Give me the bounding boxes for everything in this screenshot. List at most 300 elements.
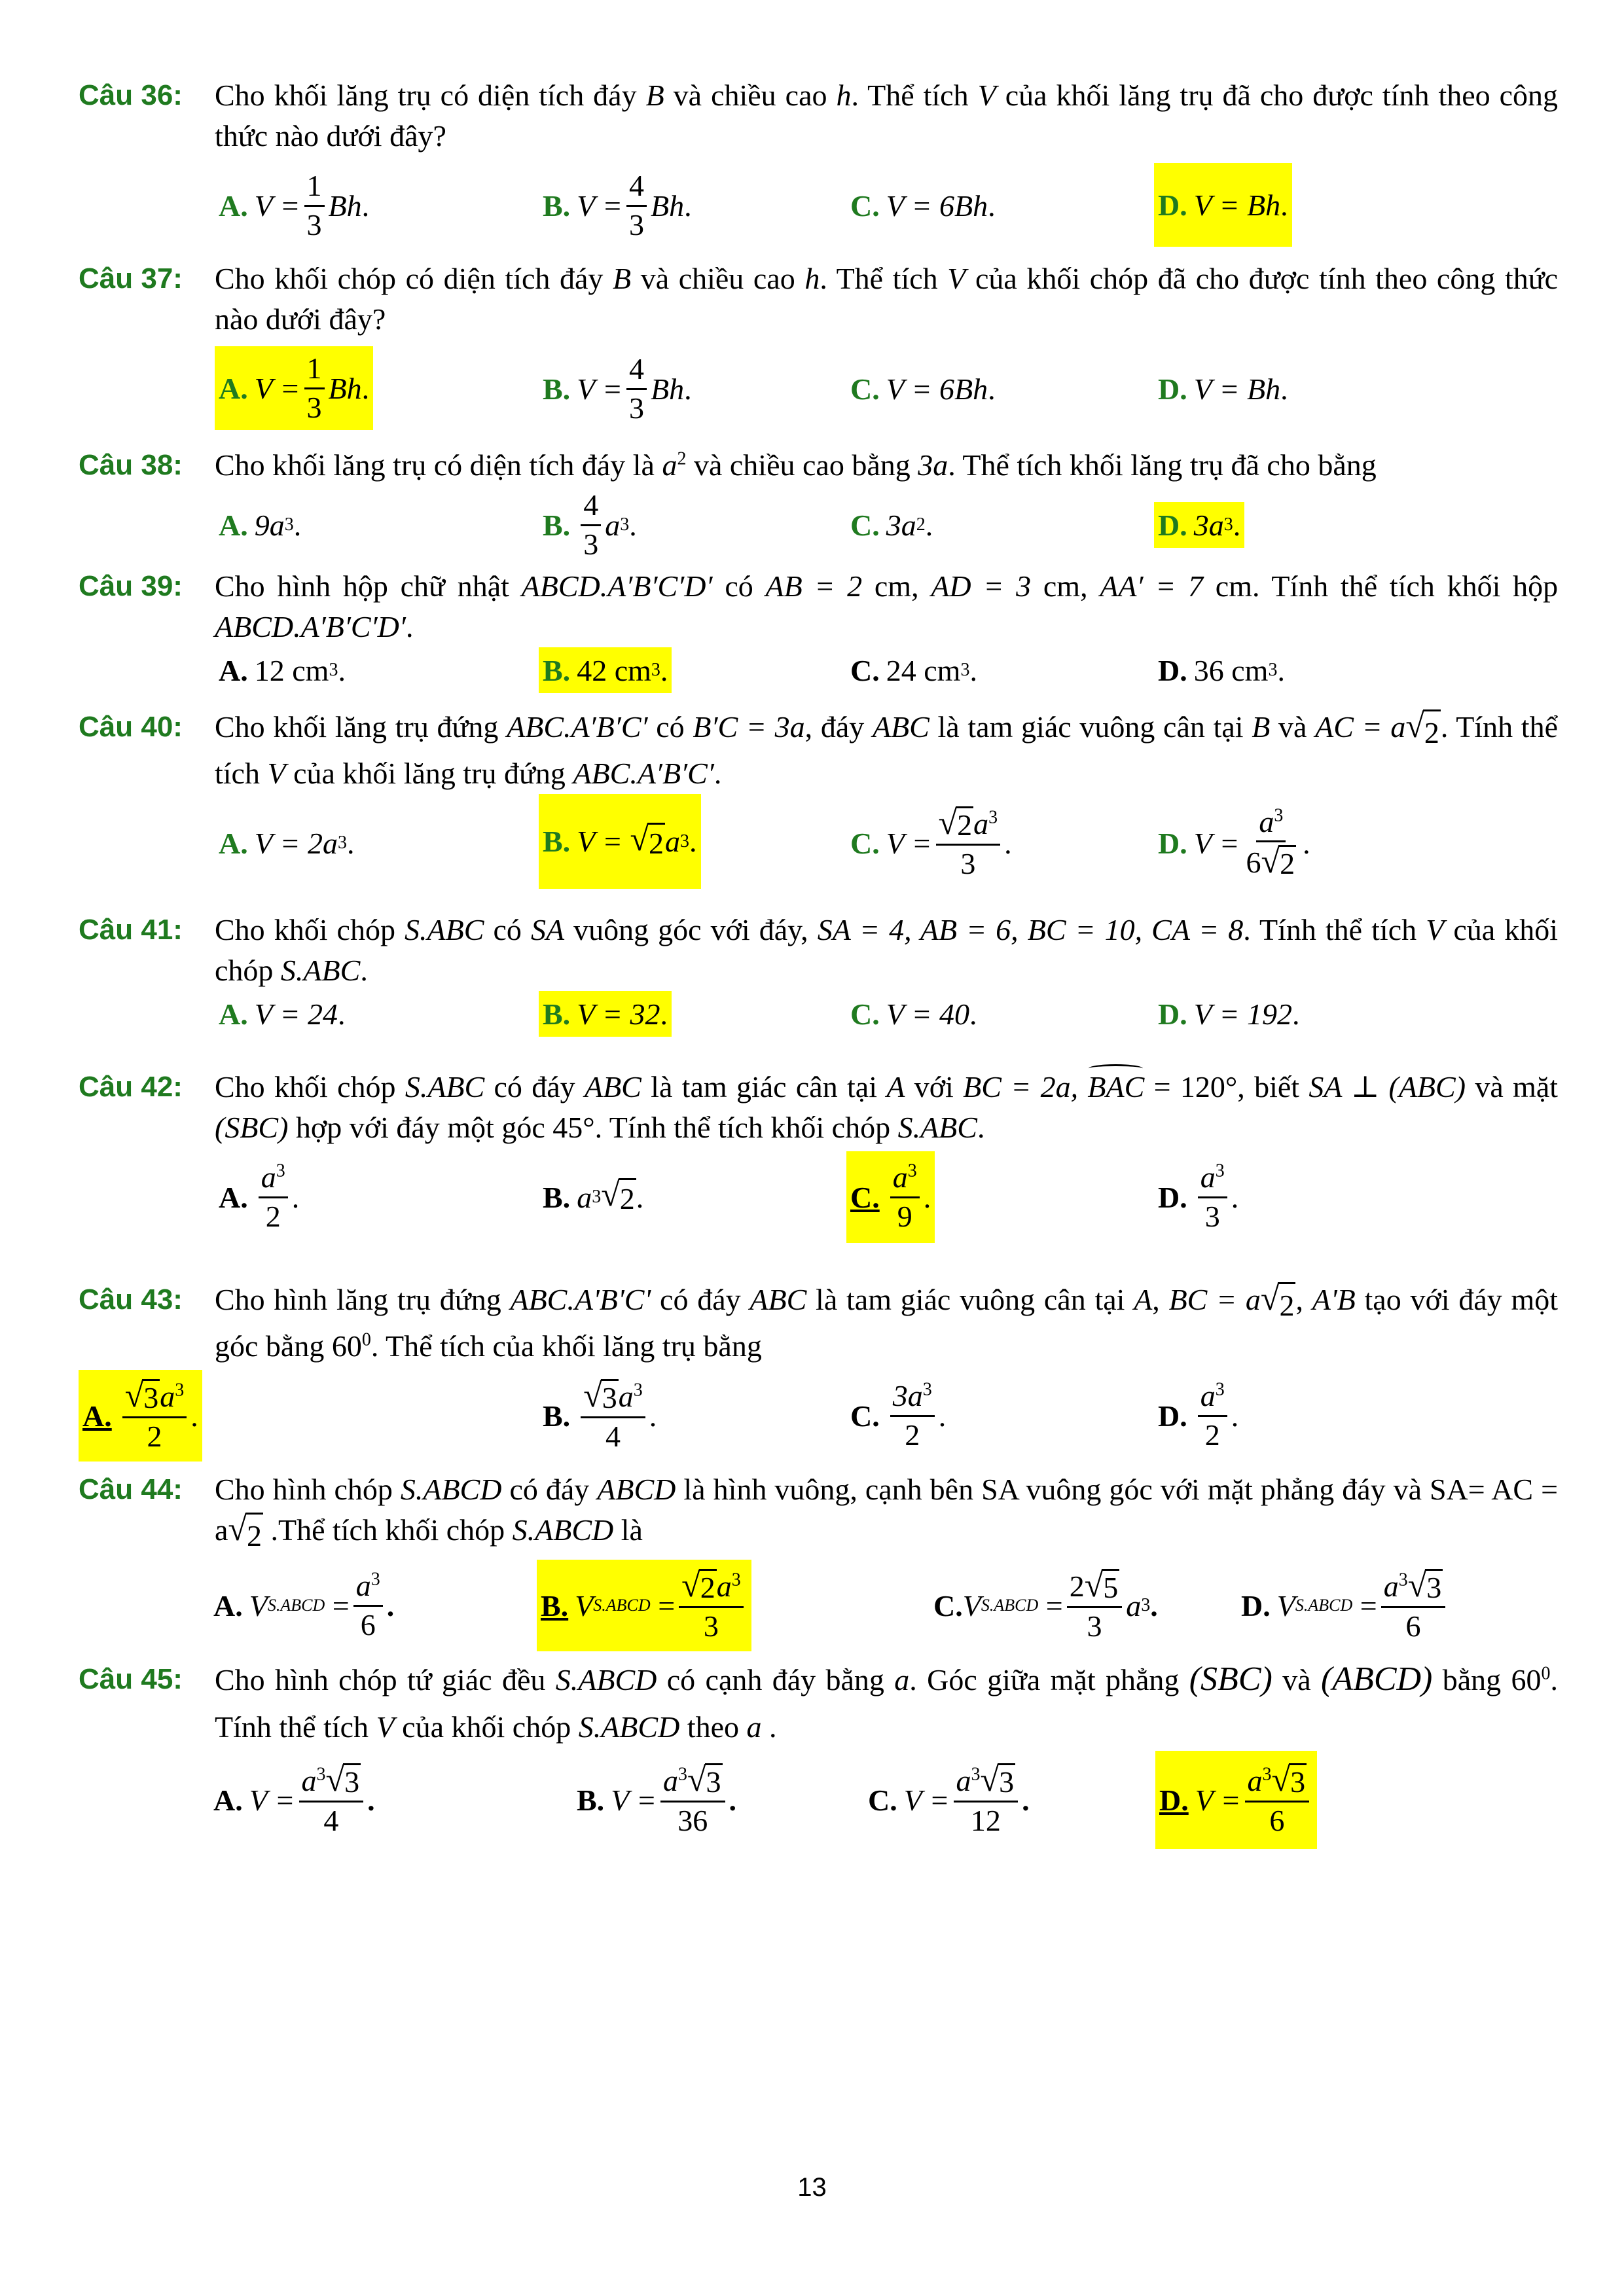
math: a bbox=[956, 1763, 971, 1797]
question-text: và chiều cao bbox=[640, 262, 795, 295]
fraction bbox=[1244, 806, 1299, 880]
question-label: Câu 43: bbox=[79, 1283, 183, 1316]
math: = 120° bbox=[1153, 1070, 1238, 1103]
option-letter: B. bbox=[543, 1180, 571, 1214]
radicand: 2 bbox=[619, 1178, 636, 1216]
math: 6 bbox=[1246, 846, 1261, 879]
value: 24 bbox=[886, 653, 916, 687]
math: V bbox=[376, 1710, 395, 1744]
math: V bbox=[575, 1588, 594, 1623]
math: AB = 2 bbox=[765, 569, 863, 603]
option-b[interactable] bbox=[539, 340, 696, 438]
math: a bbox=[1247, 1763, 1263, 1797]
question-text: theo bbox=[687, 1710, 740, 1744]
option-c[interactable] bbox=[846, 794, 1016, 892]
math: = bbox=[1360, 1588, 1377, 1623]
question-38 bbox=[79, 445, 1558, 566]
option-d[interactable] bbox=[1154, 340, 1292, 438]
option-letter: A. bbox=[82, 1399, 112, 1433]
numerator bbox=[353, 1570, 383, 1606]
value: 42 bbox=[577, 653, 607, 687]
denominator: 3 bbox=[1204, 1199, 1220, 1233]
option-b[interactable]: B. a 3 √ 2 . bbox=[543, 1176, 644, 1215]
math: (SBC) bbox=[1189, 1660, 1272, 1698]
math: ABC bbox=[584, 1070, 641, 1103]
math: 3a bbox=[1193, 508, 1224, 542]
option-letter: B. bbox=[543, 825, 571, 858]
math: a bbox=[716, 1569, 732, 1603]
math-var: 3a bbox=[918, 448, 948, 482]
math: Bh bbox=[651, 372, 685, 406]
option-letter: C. bbox=[850, 372, 880, 406]
option-b-correct[interactable]: B. V = √ 2 a 3 . bbox=[539, 794, 701, 889]
question-text: .Thể tích khối chóp bbox=[270, 1513, 505, 1547]
option-c[interactable] bbox=[864, 1751, 1034, 1849]
math: AC = a bbox=[1315, 710, 1406, 744]
option-c[interactable] bbox=[846, 1367, 950, 1465]
numerator bbox=[1198, 1380, 1227, 1416]
denominator: 2 bbox=[147, 1420, 162, 1453]
unit: cm bbox=[924, 653, 961, 687]
exponent: 3 bbox=[731, 1570, 741, 1590]
denominator: 3 bbox=[1087, 1609, 1102, 1643]
math: a bbox=[1383, 1569, 1399, 1603]
numerator bbox=[259, 1162, 288, 1198]
option-letter: D. bbox=[1158, 1399, 1187, 1433]
math-var: V bbox=[977, 79, 996, 112]
math: = bbox=[658, 1588, 676, 1623]
question-42-text bbox=[79, 1067, 1558, 1148]
exponent: 3 bbox=[370, 1569, 380, 1590]
exponent: 3 bbox=[276, 1160, 285, 1181]
fraction bbox=[660, 1763, 725, 1837]
punct: . bbox=[969, 653, 977, 687]
math: a bbox=[894, 1663, 910, 1696]
question-text: Cho khối chóp bbox=[215, 1070, 396, 1103]
option-d[interactable] bbox=[1154, 1148, 1242, 1246]
radicand: 2 bbox=[956, 806, 973, 841]
question-label: Câu 39: bbox=[79, 570, 183, 602]
page-number: 13 bbox=[797, 2173, 827, 2202]
math: ABC.A′B′C′ bbox=[507, 710, 648, 744]
sqrt: √ 2 bbox=[601, 1176, 635, 1215]
option-b-correct[interactable]: B. 42 cm 3 . bbox=[539, 647, 672, 693]
math: V = bbox=[577, 372, 623, 406]
math: AA′ = 7 bbox=[1100, 569, 1204, 603]
question-36-text bbox=[79, 75, 1558, 156]
math: V = 6Bh bbox=[886, 188, 988, 223]
question-text: Cho hình chóp bbox=[215, 1473, 393, 1506]
exponent: 2 bbox=[677, 448, 687, 469]
denominator: 3 bbox=[703, 1609, 719, 1643]
option-letter: B. bbox=[543, 653, 571, 687]
option-b[interactable]: B. $\frac{4}{3}$ a 3 . bbox=[543, 488, 637, 561]
option-c[interactable] bbox=[846, 340, 1000, 438]
math: a bbox=[1200, 1379, 1216, 1413]
question-text: Cho khối lăng trụ có diện tích đáy bbox=[215, 79, 637, 112]
options bbox=[209, 1751, 1558, 1849]
math: SA ⊥ (ABC) bbox=[1308, 1070, 1466, 1103]
exponent: 3 bbox=[971, 1764, 981, 1785]
radicand: 3 bbox=[142, 1379, 160, 1414]
math: B′C = 3a bbox=[693, 710, 805, 744]
options bbox=[215, 340, 1558, 438]
options bbox=[215, 794, 1558, 892]
math: 60 bbox=[1511, 1663, 1542, 1696]
math: V = Bh bbox=[1193, 188, 1281, 222]
denominator: 6 bbox=[1405, 1609, 1421, 1643]
punct: . bbox=[1231, 1180, 1239, 1214]
option-letter: D. bbox=[1158, 826, 1187, 860]
math: a bbox=[663, 1763, 678, 1797]
math: S.ABC bbox=[897, 1111, 977, 1144]
punct: . bbox=[1004, 826, 1012, 860]
math: ABCD bbox=[597, 1473, 676, 1506]
math: A'B bbox=[1312, 1283, 1356, 1316]
punct: . bbox=[729, 1783, 737, 1817]
option-letter: D. bbox=[1158, 188, 1187, 222]
options bbox=[215, 991, 1558, 1043]
math: Bh bbox=[328, 188, 362, 223]
option-c[interactable] bbox=[846, 991, 981, 1037]
numerator: $a^3$ √ 3 bbox=[954, 1763, 1019, 1803]
option-letter: B. bbox=[543, 997, 571, 1031]
unit: cm bbox=[292, 653, 329, 687]
denominator: 2 bbox=[265, 1199, 281, 1233]
denominator: 6 bbox=[360, 1607, 376, 1641]
question-43 bbox=[79, 1280, 1558, 1469]
math: ABCD.A′B′C′D′ bbox=[521, 569, 713, 603]
fraction bbox=[1067, 1566, 1123, 1643]
question-text: và bbox=[1282, 1663, 1311, 1696]
exponent: 3 bbox=[1215, 1379, 1225, 1400]
fraction bbox=[954, 1763, 1019, 1837]
math-var: a bbox=[662, 448, 677, 482]
punct: . bbox=[713, 757, 722, 790]
question-text: tạo với đáy một góc bằng bbox=[215, 1283, 1559, 1363]
option-a[interactable] bbox=[215, 156, 373, 255]
question-text: Cho khối lăng trụ đứng bbox=[215, 710, 499, 744]
denominator: 9 bbox=[897, 1199, 912, 1233]
math: = bbox=[332, 1588, 350, 1623]
option-b-correct[interactable] bbox=[539, 991, 672, 1037]
math: V = 32 bbox=[577, 997, 660, 1031]
punct: . bbox=[938, 1399, 947, 1433]
unit: cm bbox=[874, 569, 912, 603]
denominator: 12 bbox=[970, 1804, 1001, 1837]
denominator: 3 bbox=[306, 207, 322, 242]
punct: . bbox=[360, 954, 368, 987]
unit: cm bbox=[1043, 569, 1081, 603]
question-43-text: Câu 43: Cho hình lăng trụ đứng ABC.A'B'C' có đáy ABC là tam giác vuông cân tại A, BC = a √ 2 , A'B tạo với đáy một góc bằng $60^0$. Thể tích của khối lăng trụ bằng bbox=[79, 1280, 1559, 1363]
math: S.ABC bbox=[405, 913, 484, 946]
numerator: 4 bbox=[581, 490, 601, 526]
fraction bbox=[890, 1162, 920, 1232]
question-text: và mặt bbox=[1475, 1070, 1559, 1103]
denominator: 4 bbox=[605, 1420, 621, 1453]
math: V = 40 bbox=[886, 997, 970, 1031]
math: V = 192 bbox=[1193, 997, 1293, 1031]
exponent: 3 bbox=[678, 1764, 687, 1785]
fraction bbox=[581, 490, 601, 560]
question-37-text bbox=[79, 259, 1558, 340]
math-var: h bbox=[804, 262, 820, 295]
exponent: 3 bbox=[907, 1160, 917, 1181]
punct: . bbox=[367, 1783, 375, 1817]
option-a[interactable]: A. 12 cm 3 . bbox=[219, 653, 346, 687]
question-text: bằng bbox=[1442, 1663, 1502, 1696]
question-label: Câu 44: bbox=[79, 1473, 183, 1505]
radicand: 5 bbox=[1102, 1569, 1119, 1604]
numerator: 4 bbox=[626, 353, 647, 389]
numerator: √ 3 $a^3$ bbox=[581, 1379, 645, 1418]
angle-hat: BAC bbox=[1087, 1067, 1144, 1107]
option-letter: D. bbox=[1158, 997, 1187, 1031]
math: 60 bbox=[331, 1329, 362, 1363]
question-text: Cho khối chóp bbox=[215, 913, 395, 946]
option-b[interactable] bbox=[539, 156, 696, 255]
math: ABCD.A′B′C′D′ bbox=[215, 610, 406, 643]
unit: cm bbox=[1231, 653, 1269, 687]
question-42 bbox=[79, 1067, 1558, 1280]
punct: . bbox=[1022, 1783, 1030, 1817]
math: a bbox=[605, 508, 621, 542]
option-a-correct[interactable] bbox=[79, 1370, 202, 1462]
fraction bbox=[1381, 1566, 1446, 1643]
question-text: . Thể tích bbox=[820, 262, 938, 295]
option-letter: D. bbox=[1241, 1588, 1271, 1623]
numerator: $a^3$ √ 3 bbox=[1245, 1763, 1310, 1803]
question-text: có bbox=[656, 710, 685, 744]
denominator: 3 bbox=[306, 390, 322, 424]
option-d[interactable] bbox=[1154, 794, 1314, 892]
option-d[interactable] bbox=[1154, 1367, 1242, 1465]
math: V bbox=[267, 757, 286, 790]
math: S.ABC bbox=[280, 954, 361, 987]
question-text: . Tính thể tích bbox=[215, 1663, 1559, 1744]
question-text: của khối chóp bbox=[215, 913, 1559, 987]
fraction bbox=[353, 1570, 383, 1641]
option-a[interactable]: A. V S.ABCD = $\frac{a^3}{6}$ . bbox=[213, 1569, 395, 1641]
math: V bbox=[249, 1588, 268, 1623]
math: S.ABCD bbox=[400, 1473, 502, 1506]
option-letter: B. bbox=[577, 1783, 605, 1817]
math: a bbox=[892, 1160, 908, 1194]
punct: . bbox=[361, 188, 370, 223]
option-c[interactable]: C. V S.ABCD = 2 √ 5 3 a 3 . bbox=[933, 1566, 1158, 1643]
unit: cm bbox=[614, 653, 651, 687]
fraction bbox=[679, 1566, 744, 1643]
option-letter: C. bbox=[850, 826, 880, 860]
numerator: $a^3$ √ 3 bbox=[660, 1763, 725, 1803]
question-label: Câu 37: bbox=[79, 262, 183, 295]
math: V = bbox=[1195, 1783, 1241, 1817]
radicand: 2 bbox=[245, 1513, 263, 1556]
punct: . bbox=[1280, 188, 1288, 222]
option-a[interactable]: A. V = 2a 3 . bbox=[219, 826, 355, 860]
fraction bbox=[304, 353, 325, 423]
page bbox=[79, 75, 1558, 1852]
question-text: là hình vuông, cạnh bên SA vuông góc với mặt phẳng đáy và SA= AC = a bbox=[215, 1473, 1559, 1547]
math: Bh bbox=[328, 371, 362, 405]
math: a bbox=[261, 1160, 276, 1194]
numerator bbox=[1198, 1162, 1227, 1198]
question-39-text: Câu 39: Cho hình hộp chữ nhật ABCD.A′B′C′D′ có AB = 2 cm, AD = 3 cm, AA′ = 7 cm. Tính thể tích khối hộp ABCD.A′B′C′D′. bbox=[79, 566, 1558, 647]
punct: . bbox=[649, 1399, 657, 1433]
question-39 bbox=[79, 566, 1558, 707]
option-c-correct[interactable] bbox=[846, 1151, 935, 1243]
fraction bbox=[259, 1162, 288, 1232]
question-38-text bbox=[79, 445, 1558, 486]
option-c[interactable]: C. 24 cm 3 . bbox=[850, 653, 977, 687]
math: a bbox=[577, 1180, 592, 1214]
punct: . bbox=[190, 1399, 198, 1433]
option-d[interactable] bbox=[1154, 991, 1304, 1037]
exponent: 3 bbox=[1262, 1764, 1272, 1785]
option-letter: C. bbox=[850, 508, 880, 542]
option-b[interactable] bbox=[573, 1751, 740, 1849]
math: V = bbox=[886, 826, 932, 860]
fraction bbox=[581, 1376, 645, 1453]
sqrt: √ 2 bbox=[228, 1513, 263, 1556]
question-text: có đáy bbox=[660, 1283, 741, 1316]
question-text: Cho khối chóp có diện tích đáy bbox=[215, 262, 604, 295]
option-letter: A. bbox=[213, 1783, 243, 1817]
question-text: là tam giác vuông cân tại bbox=[816, 1283, 1125, 1316]
option-letter: B. bbox=[543, 1399, 571, 1433]
punct: . bbox=[988, 188, 996, 223]
option-letter: C. bbox=[868, 1783, 897, 1817]
question-label: Câu 41: bbox=[79, 914, 183, 946]
option-letter: A. bbox=[219, 826, 248, 860]
option-b[interactable] bbox=[539, 1367, 660, 1465]
punct: . bbox=[769, 1710, 777, 1744]
radicand: 2 bbox=[699, 1569, 717, 1604]
question-label: Câu 38: bbox=[79, 449, 183, 481]
option-b-correct[interactable]: B. V S.ABCD = √ 2 $a^3$ 3 bbox=[537, 1560, 751, 1651]
math: ABC.A′B′C′ bbox=[573, 757, 714, 790]
punct: . bbox=[977, 1111, 985, 1144]
denominator: 2 bbox=[1204, 1418, 1220, 1452]
question-37 bbox=[79, 259, 1558, 445]
option-letter: A. bbox=[219, 1180, 248, 1214]
fraction bbox=[122, 1376, 187, 1453]
punct: . bbox=[1292, 997, 1300, 1031]
option-a[interactable]: A. 9a 3 . bbox=[219, 508, 302, 542]
option-letter: C. bbox=[850, 1399, 880, 1433]
math-var: V bbox=[947, 262, 966, 295]
math: (SBC) bbox=[215, 1111, 289, 1144]
math-var: B bbox=[612, 262, 632, 295]
math: S.ABCD bbox=[512, 1513, 614, 1547]
options bbox=[215, 156, 1558, 255]
radicand: 3 bbox=[1425, 1569, 1443, 1604]
math: 3a bbox=[886, 508, 916, 542]
option-letter: B. bbox=[541, 1588, 569, 1623]
radicand: 3 bbox=[998, 1763, 1015, 1798]
punct: . bbox=[988, 372, 996, 406]
option-a[interactable] bbox=[215, 1148, 303, 1246]
option-letter: D. bbox=[1158, 653, 1187, 687]
option-d[interactable]: D. 36 cm 3 . bbox=[1158, 653, 1285, 687]
numerator: $a^3$ √ 3 bbox=[1381, 1569, 1446, 1608]
punct: . bbox=[923, 1180, 931, 1214]
question-44-text bbox=[79, 1469, 1558, 1556]
question-text: . Thể tích bbox=[851, 79, 969, 112]
question-text: , đáy bbox=[804, 710, 865, 744]
option-a[interactable] bbox=[215, 991, 350, 1037]
question-text: . Thể tích của khối lăng trụ bằng bbox=[370, 1329, 762, 1363]
sqrt: √ 2 bbox=[1405, 709, 1441, 753]
option-c[interactable] bbox=[846, 156, 1000, 255]
math: S.ABCD bbox=[555, 1663, 657, 1696]
math: V = 2a bbox=[254, 826, 338, 860]
option-d-correct[interactable] bbox=[1155, 1751, 1317, 1849]
sqrt: √ 2 bbox=[1261, 1282, 1296, 1326]
fraction bbox=[890, 1380, 935, 1451]
option-letter: C. bbox=[850, 997, 880, 1031]
math: a bbox=[665, 825, 681, 858]
option-d-correct[interactable]: D. 3a 3 . bbox=[1154, 502, 1244, 548]
punct: . bbox=[1303, 826, 1310, 860]
question-text: Cho hình chóp tứ giác đều bbox=[215, 1663, 546, 1696]
punct: . bbox=[1150, 1588, 1158, 1623]
math: ABC bbox=[749, 1283, 807, 1316]
question-text: có đáy bbox=[494, 1070, 575, 1103]
punct: . bbox=[361, 371, 370, 405]
fraction bbox=[299, 1763, 364, 1837]
options bbox=[215, 647, 1558, 700]
punct: . bbox=[386, 1588, 395, 1623]
math: V = bbox=[611, 1783, 657, 1817]
denominator: 3 bbox=[629, 391, 644, 425]
punct: . bbox=[925, 508, 933, 542]
math: a bbox=[1259, 804, 1274, 838]
punct: . bbox=[660, 997, 668, 1031]
math: a bbox=[1200, 1160, 1216, 1194]
option-d[interactable]: D. V S.ABCD = $a^3$ √ 3 6 bbox=[1237, 1556, 1453, 1655]
numerator: $a^3$ √ 3 bbox=[299, 1763, 364, 1803]
numerator: 1 bbox=[304, 353, 325, 389]
denominator: 2 bbox=[905, 1418, 920, 1452]
option-letter: A. bbox=[219, 188, 248, 223]
question-36 bbox=[79, 75, 1558, 259]
exponent: 3 bbox=[988, 807, 998, 828]
math: a bbox=[301, 1763, 317, 1797]
question-41 bbox=[79, 910, 1558, 1067]
math: BC = 2a, bbox=[963, 1070, 1079, 1103]
math: 9a bbox=[254, 508, 285, 542]
option-letter: B. bbox=[543, 508, 571, 542]
option-a-correct[interactable] bbox=[215, 346, 373, 430]
punct: . bbox=[689, 825, 697, 858]
math: ABC.A'B'C' bbox=[510, 1283, 651, 1316]
question-text: . Tính thể tích bbox=[1243, 913, 1417, 946]
denominator: 6 √ 2 bbox=[1246, 843, 1295, 880]
numerator: 1 bbox=[304, 170, 325, 206]
math: ABC bbox=[872, 710, 929, 744]
option-a[interactable] bbox=[209, 1751, 379, 1849]
punct: . bbox=[338, 653, 346, 687]
exponent: 3 bbox=[922, 1379, 932, 1400]
math: a bbox=[355, 1569, 371, 1603]
math: B bbox=[1252, 710, 1271, 744]
option-c[interactable]: C. 3a 2 . bbox=[850, 508, 933, 542]
denominator: 3 bbox=[629, 207, 644, 242]
question-text: hợp với đáy một góc 45°. Tính thể tích khối chóp bbox=[295, 1111, 891, 1144]
punct: . bbox=[969, 997, 977, 1031]
option-d-correct[interactable] bbox=[1154, 163, 1292, 247]
